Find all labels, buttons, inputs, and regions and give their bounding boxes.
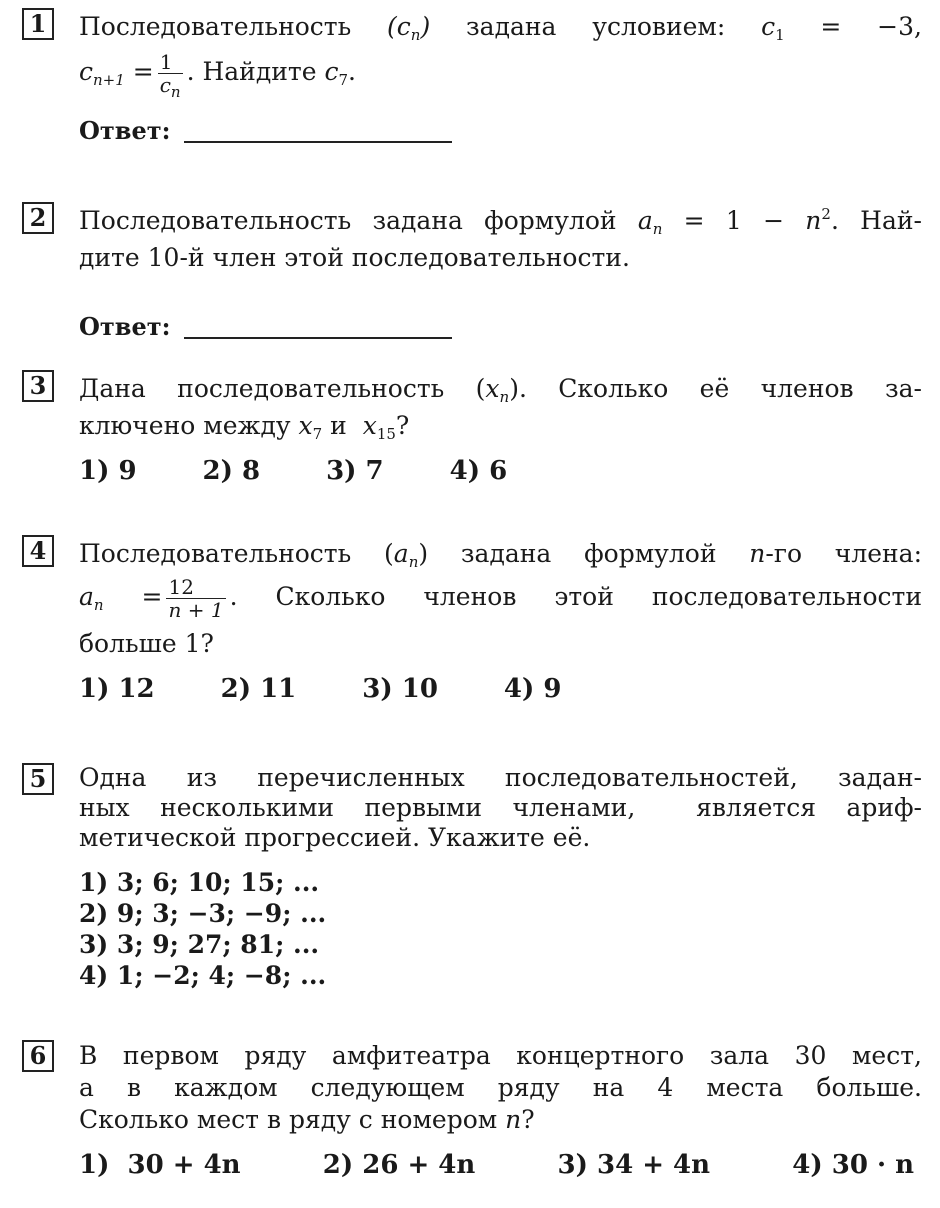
answer-field[interactable] [184,337,452,339]
option-1[interactable]: 1) 9 [79,456,137,486]
task-text: дите 10-й член этой последовательности. [79,243,630,272]
answer-row [79,116,922,145]
task-number: 2 [22,202,54,234]
task-number: 3 [22,370,54,402]
option-3[interactable]: 3) 34 + 4n [557,1150,711,1180]
task-text: Последовательность ( [79,539,394,568]
task-text: больше 1? [79,629,214,658]
sequence-name: $(c_n)$ [387,12,431,44]
option-4[interactable]: 4) 30 · n [792,1150,914,1180]
option-2[interactable]: 2) 11 [220,674,297,704]
answer-options [79,1150,914,1180]
option-3[interactable]: 3) 10 [362,674,438,704]
task-body: В первом ряду амфитеатра концертного зала 30 мест, а в каждом следующем ряду на 4 места больше. Сколько мест в ряду с номером n? 1) 30 + 4n 2) 26 + 4n 3) 34 + 4n 4) 30 · n [79,1041,922,1180]
answer-field[interactable] [184,141,452,143]
option-3[interactable]: 3) 3; 9; 27; 81; ... [79,930,320,959]
task-text: ных несколькими первыми членами, является ариф- [79,793,922,822]
task-text: Сколько мест в ряду с номером [79,1105,506,1134]
task-text: ключено между [79,411,299,440]
task-text: а в каждом следующем ряду на 4 места больше. [79,1073,922,1102]
task-number: 6 [22,1040,54,1072]
answer-options [79,867,922,991]
task-body [79,763,922,991]
task-body: Последовательность задана формулой $a_n = 1 - n^2$. Най- дите 10-й член этой последовательности. Ответ: [79,205,922,341]
answer-options [79,456,922,486]
task-body [79,8,922,145]
answer-label: Ответ: [79,116,171,145]
option-1[interactable]: 1) 3; 6; 10; 15; ... [79,868,320,897]
task-number: 4 [22,535,54,567]
task-body: Последовательность $(a_n)$ задана формулой n-го члена: $a_n$ = $\frac{12}{n + 1}$ . Сколько членов этой последовательности больше 1? 1) 12 2) 11 3) 10 4) 9 [79,539,922,704]
answer-row [79,312,922,341]
recurrence: $c_{n+1}$ = $\frac{1}{c_n}$ . Найдите $c_7$. [79,50,356,101]
option-4[interactable]: 4) 9 [503,674,562,704]
task-number: 1 [22,8,54,40]
task-text: Дана последовательность ( [79,374,486,403]
option-2[interactable]: 2) 8 [202,456,261,486]
answer-options [79,674,922,704]
answer-label: Ответ: [79,312,171,341]
task-text: Последовательность задана формулой [79,206,638,235]
option-4[interactable]: 4) 6 [449,456,508,486]
fraction: $\frac{1}{c_n}$ [159,50,181,101]
option-1[interactable]: 1) 12 [79,674,155,704]
task-text: метической прогрессией. Укажите её. [79,823,591,852]
option-2[interactable]: 2) 26 + 4n [322,1150,476,1180]
option-4[interactable]: 4) 1; −2; 4; −8; ... [79,961,327,990]
task-text: Одна из перечисленных последовательностей, задан- [79,763,922,792]
task-text: В первом ряду амфитеатра концертного зала 30 мест, [79,1041,922,1070]
option-3[interactable]: 3) 7 [326,456,384,486]
fraction: $\frac{12}{n + 1}$ [168,575,224,622]
condition: $c_1 = -3$, [761,12,922,44]
task-text: задана условием: [466,12,726,41]
task-text: Последовательность [79,12,352,41]
task-number: 5 [22,763,54,795]
option-2[interactable]: 2) 9; 3; −3; −9; ... [79,899,327,928]
task-body: Дана последовательность $(x_n)$. Сколько её членов за- ключено между $x_7$ и $x_{15}$? 1) 9 2) 8 3) 7 4) 6 [79,374,922,486]
option-1[interactable]: 1) 30 + 4n [79,1150,241,1180]
